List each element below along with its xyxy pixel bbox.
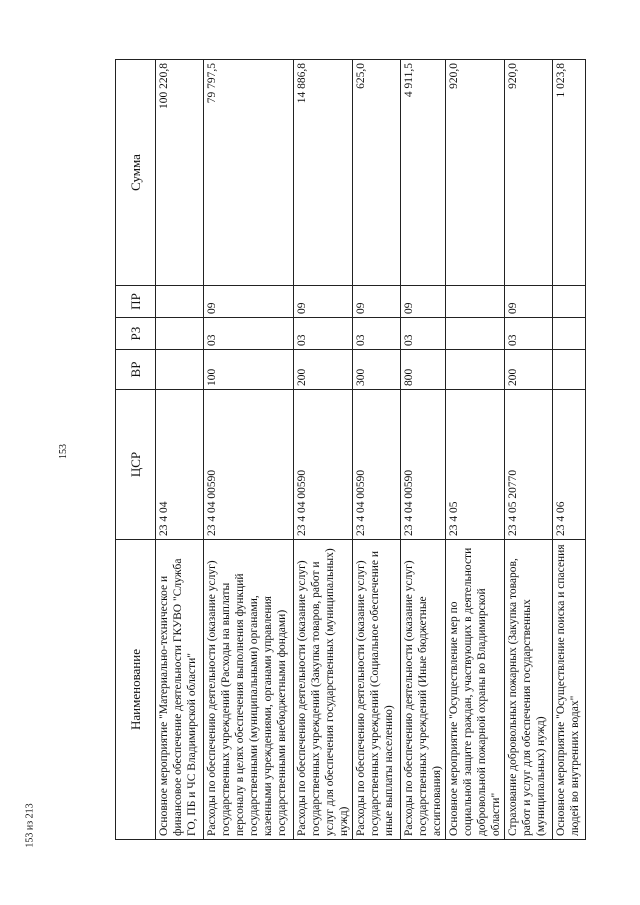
cell-rz	[156, 318, 204, 350]
cell-vr: 200	[294, 350, 353, 390]
cell-pr	[446, 286, 505, 318]
cell-vr	[553, 350, 586, 390]
cell-sum: 1 023,8	[553, 60, 586, 286]
cell-sum: 14 886,8	[294, 60, 353, 286]
cell-pr: 09	[401, 286, 446, 318]
cell-rz: 03	[294, 318, 353, 350]
cell-sum: 625,0	[353, 60, 401, 286]
cell-name: Расходы по обеспечению деятельности (оказание услуг) государственных учреждений (Закупка товаров, работ и услуг для обеспечения государственных (муниципальных) нужд)	[294, 540, 353, 840]
cell-vr	[156, 350, 204, 390]
cell-rz: 03	[401, 318, 446, 350]
cell-name: Расходы по обеспечению деятельности (оказание услуг) государственных учреждений (Социальное обеспечение и иные выплаты населению)	[353, 540, 401, 840]
budget-table-container	[115, 60, 581, 840]
cell-pr	[553, 286, 586, 318]
page-number-top: 153	[58, 444, 69, 459]
header-rz: РЗ	[116, 318, 156, 350]
cell-rz: 03	[204, 318, 294, 350]
cell-sum: 4 911,5	[401, 60, 446, 286]
cell-sum: 920,0	[505, 60, 553, 286]
cell-rz: 03	[353, 318, 401, 350]
cell-csr: 23 4 04	[156, 390, 204, 540]
cell-name: Основное мероприятие "Осуществление мер по социальной защите граждан, участвующих в деятельности добровольной пожарной охраны во Владимирской области"	[446, 540, 505, 840]
cell-pr	[156, 286, 204, 318]
cell-rz	[553, 318, 586, 350]
table-header-row	[116, 60, 156, 840]
rotated-content	[115, 60, 581, 840]
page-footer: 153 из 213	[24, 803, 36, 848]
table-row	[156, 60, 204, 840]
table-row	[204, 60, 294, 840]
cell-sum: 79 797,5	[204, 60, 294, 286]
cell-csr: 23 4 04 00590	[401, 390, 446, 540]
cell-rz: 03	[505, 318, 553, 350]
cell-csr: 23 4 05 20770	[505, 390, 553, 540]
cell-vr	[446, 350, 505, 390]
header-sum: Сумма	[116, 60, 156, 286]
cell-csr: 23 4 06	[553, 390, 586, 540]
budget-table	[115, 59, 586, 840]
cell-name: Основное мероприятие "Материально-техническое и финансовое обеспечение деятельности ГКУВО "Служба ГО, ПБ и ЧС Владимирской области"	[156, 540, 204, 840]
cell-csr: 23 4 04 00590	[204, 390, 294, 540]
cell-vr: 200	[505, 350, 553, 390]
cell-rz	[446, 318, 505, 350]
cell-pr: 09	[353, 286, 401, 318]
table-row	[294, 60, 353, 840]
cell-vr: 100	[204, 350, 294, 390]
cell-sum: 920,0	[446, 60, 505, 286]
cell-name: Основное мероприятие "Осуществление поиска и спасения людей во внутренних водах"	[553, 540, 586, 840]
cell-pr: 09	[204, 286, 294, 318]
cell-sum: 100 220,8	[156, 60, 204, 286]
cell-name: Расходы по обеспечению деятельности (оказание услуг) государственных учреждений (Иные бюджетные ассигнования)	[401, 540, 446, 840]
cell-vr: 300	[353, 350, 401, 390]
cell-csr: 23 4 04 00590	[294, 390, 353, 540]
table-row	[353, 60, 401, 840]
cell-name: Страхование добровольных пожарных (Закупка товаров, работ и услуг для обеспечения государственных (муниципальных) нужд)	[505, 540, 553, 840]
table-row	[553, 60, 586, 840]
cell-pr: 09	[505, 286, 553, 318]
cell-vr: 800	[401, 350, 446, 390]
cell-csr: 23 4 05	[446, 390, 505, 540]
header-pr: ПР	[116, 286, 156, 318]
table-row	[401, 60, 446, 840]
table-row	[505, 60, 553, 840]
cell-csr: 23 4 04 00590	[353, 390, 401, 540]
table-row	[446, 60, 505, 840]
header-vr: ВР	[116, 350, 156, 390]
header-csr: ЦСР	[116, 390, 156, 540]
cell-pr: 09	[294, 286, 353, 318]
header-name: Наименование	[116, 540, 156, 840]
cell-name: Расходы по обеспечению деятельности (оказание услуг) государственных учреждений (Расходы на выплаты персоналу в целях обеспечения выполнения функций государственными (муниципальными) органами, казенными учреждениями, органами управления государственными внебюджетными фондами)	[204, 540, 294, 840]
